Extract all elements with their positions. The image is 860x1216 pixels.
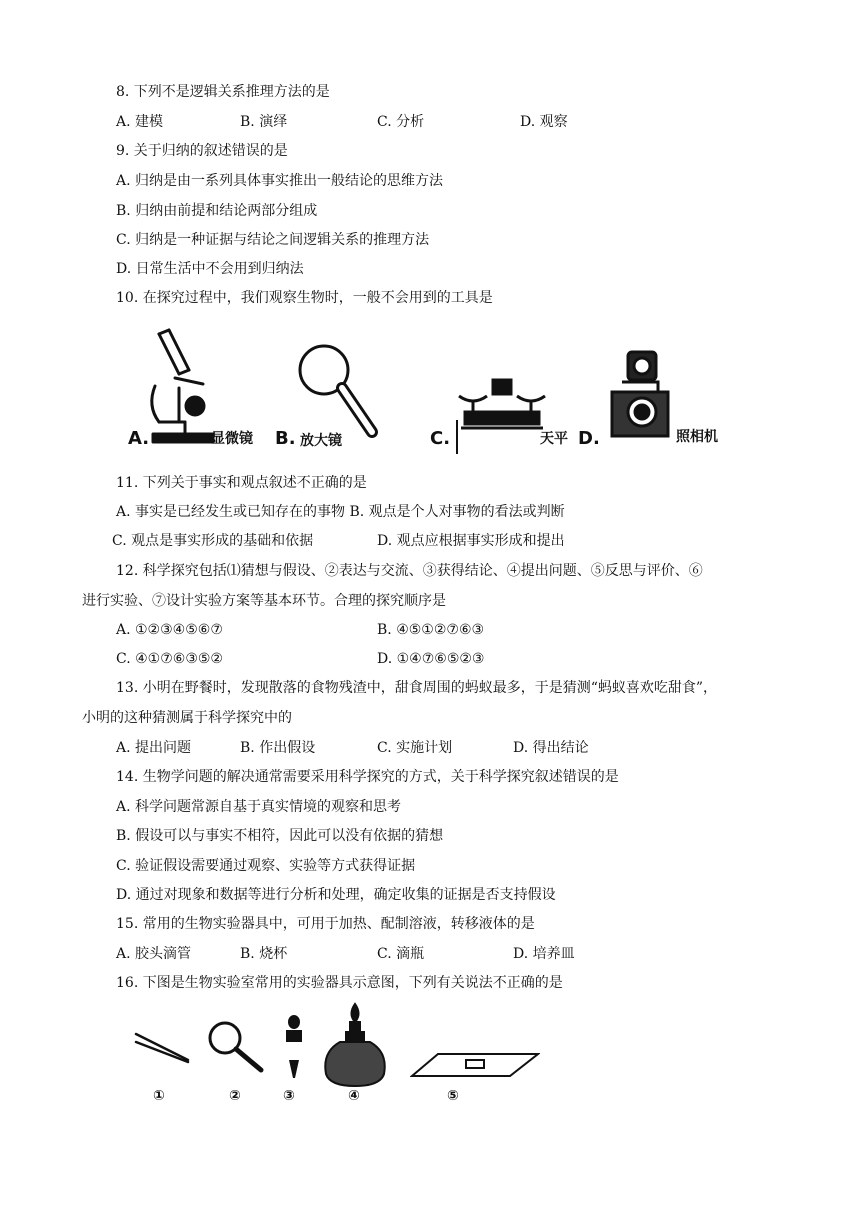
q13-option-b: B. 作出假设: [240, 740, 316, 756]
q14-option-c: C. 验证假设需要通过观察、实验等方式获得证据: [116, 858, 416, 874]
question-13-stem-line2: 小明的这种猜测属于科学探究中的: [82, 710, 292, 726]
q13-option-a: A. 提出问题: [116, 740, 192, 756]
question-13-stem-line1: 13. 小明在野餐时，发现散落的食物残渣中，甜食周围的蚂蚁最多，于是猜测“蚂蚁喜欢吃甜食”，: [116, 680, 718, 696]
q10-label-balance: 天平: [540, 431, 568, 447]
q15-option-c: C. 滴瓶: [377, 946, 425, 962]
q14-option-d: D. 通过对现象和数据等进行分析和处理，确定收集的证据是否支持假设: [116, 887, 556, 903]
q10-letter-b: B.: [275, 428, 296, 449]
q12-option-d: D. ①④⑦⑥⑤②③: [377, 651, 485, 667]
question-15-stem: 15. 常用的生物实验器具中，可用于加热、配制溶液，转移液体的是: [116, 916, 535, 932]
q10-letter-d: D.: [578, 428, 600, 449]
q8-option-c: C. 分析: [377, 114, 425, 130]
q11-option-ab: A. 事实是已经发生或已知存在的事物 B. 观点是个人对事物的看法或判断: [116, 504, 565, 520]
q10-letter-c: C.: [430, 428, 451, 449]
magnifying-glass-image: [205, 1020, 267, 1075]
dropper-image: [282, 1014, 306, 1084]
question-16-stem: 16. 下图是生物实验室常用的实验器具示意图，下列有关说法不正确的是: [116, 975, 563, 991]
q13-option-d: D. 得出结论: [513, 740, 589, 756]
q8-option-a: A. 建模: [116, 114, 164, 130]
question-8-stem: 8. 下列不是逻辑关系推理方法的是: [116, 84, 330, 100]
q12-option-c: C. ④①⑦⑥③⑤②: [116, 651, 223, 667]
q16-number-2: ②: [229, 1088, 241, 1104]
balance-divider: [455, 420, 459, 454]
q9-option-d: D. 日常生活中不会用到归纳法: [116, 261, 304, 277]
question-10-stem: 10. 在探究过程中，我们观察生物时，一般不会用到的工具是: [116, 290, 493, 306]
q9-option-b: B. 归纳由前提和结论两部分组成: [116, 203, 318, 219]
q12-option-b: B. ④⑤①②⑦⑥③: [377, 622, 485, 638]
q9-option-a: A. 归纳是由一系列具体事实推出一般结论的思维方法: [116, 173, 444, 189]
balance-image: [455, 372, 550, 452]
q16-number-3: ③: [283, 1088, 295, 1104]
q10-label-camera: 照相机: [676, 429, 718, 445]
q15-option-a: A. 胶头滴管: [116, 946, 192, 962]
q14-option-a: A. 科学问题常源自基于真实情境的观察和思考: [116, 799, 402, 815]
microscope-image: [145, 326, 220, 446]
q12-option-a: A. ①②③④⑤⑥⑦: [116, 622, 223, 638]
q10-label-microscope: 显微镜: [211, 431, 253, 447]
question-12-stem-line2: 进行实验、⑦设计实验方案等基本环节。合理的探究顺序是: [82, 593, 446, 609]
question-9-stem: 9. 关于归纳的叙述错误的是: [116, 143, 288, 159]
question-12-stem-line1: 12. 科学探究包括⑴猜想与假设、②表达与交流、③获得结论、④提出问题、⑤反思与评价、⑥: [116, 563, 703, 579]
camera-image: [608, 348, 673, 443]
q16-number-1: ①: [153, 1088, 165, 1104]
q11-option-d: D. 观点应根据事实形成和提出: [377, 533, 565, 549]
q15-option-b: B. 烧杯: [240, 946, 288, 962]
tweezers-image: [132, 1030, 192, 1070]
question-11-stem: 11. 下列关于事实和观点叙述不正确的是: [116, 475, 367, 491]
alcohol-lamp-image: [320, 1002, 390, 1087]
q8-option-d: D. 观察: [520, 114, 568, 130]
q15-option-d: D. 培养皿: [513, 946, 575, 962]
q9-option-c: C. 归纳是一种证据与结论之间逻辑关系的推理方法: [116, 232, 430, 248]
question-14-stem: 14. 生物学问题的解决通常需要采用科学探究的方式，关于科学探究叙述错误的是: [116, 769, 619, 785]
q8-option-b: B. 演绎: [240, 114, 288, 130]
q16-number-5: ⑤: [447, 1088, 459, 1104]
glass-slide-image: [410, 1052, 540, 1080]
q11-option-c: C. 观点是事实形成的基础和依据: [112, 533, 314, 549]
q14-option-b: B. 假设可以与事实不相符，因此可以没有依据的猜想: [116, 828, 444, 844]
q10-letter-a: A.: [128, 428, 150, 449]
q16-number-4: ④: [348, 1088, 360, 1104]
q13-option-c: C. 实施计划: [377, 740, 453, 756]
q10-label-magnifier: 放大镜: [300, 433, 342, 449]
